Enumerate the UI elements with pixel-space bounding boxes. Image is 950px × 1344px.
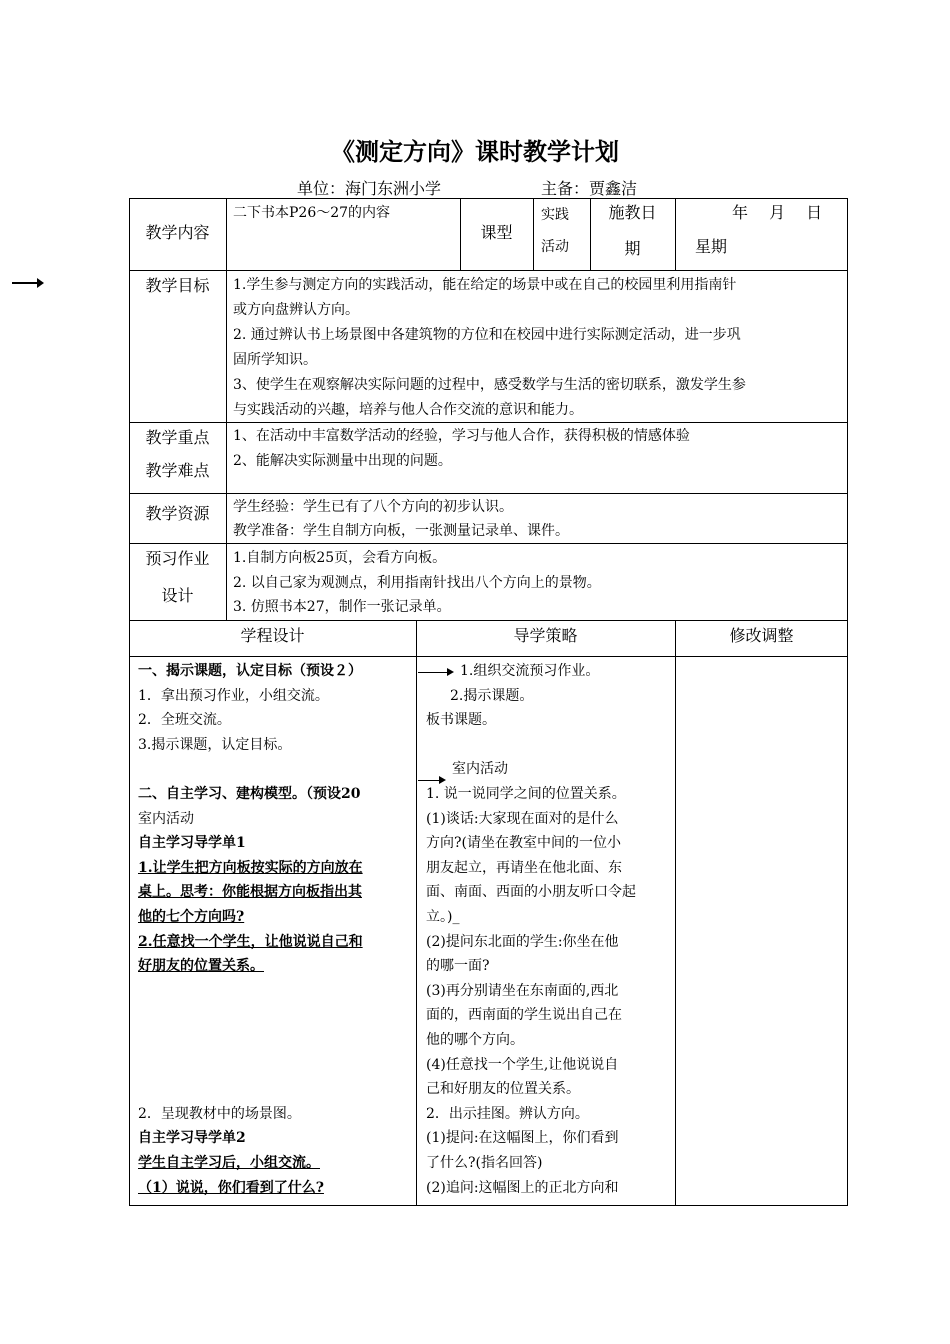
process-line: 一、揭示课题，认定目标（预设２） xyxy=(138,663,362,679)
homework-label-2: 设计 xyxy=(161,586,194,605)
objective-line: 2. 通过辨认书上场景图中各建筑物的方位和在校园中进行实际测定活动，进一步巩 xyxy=(233,327,741,343)
process-line: 3.揭示课题，认定目标。 xyxy=(138,736,292,753)
strategy-line: 了什么?(指名回答) xyxy=(426,1155,543,1171)
content-label: 教学内容 xyxy=(145,223,210,242)
header-strategy: 导学策略 xyxy=(513,626,578,645)
strategy-line: 2．出示挂图。辨认方向。 xyxy=(426,1105,589,1122)
header-process: 学程设计 xyxy=(240,626,305,645)
homework-label: 预习作业 xyxy=(145,549,210,568)
margin-arrow-icon xyxy=(12,282,42,284)
strategy-line: 1. 说一说同学之间的位置关系。 xyxy=(426,786,626,802)
process-line: （1）说说，你们看到了什么? xyxy=(138,1179,324,1196)
arrow-icon xyxy=(418,780,444,781)
strategy-line: 室内活动 xyxy=(452,761,508,778)
strategy-line: 的哪一面? xyxy=(426,958,490,975)
process-line: 2．全班交流。 xyxy=(138,712,231,729)
arrow-icon xyxy=(418,672,452,673)
objective-line: 与实践活动的兴趣，培养与他人合作交流的意识和能力。 xyxy=(233,402,583,418)
strategy-line: 2.揭示课题。 xyxy=(450,687,534,704)
strategy-line: 立。)_ xyxy=(426,909,460,925)
keypoints-label: 教学重点 xyxy=(145,428,210,447)
strategy-line: (3)再分别请坐在东南面的,西北 xyxy=(426,982,619,999)
page-title: 《测定方向》课时教学计划 xyxy=(331,138,619,166)
resource-line: 教学准备：学生自制方向板，一张测量记录单、课件。 xyxy=(233,523,569,539)
preparer-label: 主备：贾鑫洁 xyxy=(541,179,638,198)
process-line: 好朋友的位置关系。 xyxy=(138,958,264,975)
process-line: 1.让学生把方向板按实际的方向放在 xyxy=(138,859,363,876)
date-value: 年 月 日 xyxy=(732,203,823,222)
strategy-line: 方向?(请坐在教室中间的一位小 xyxy=(426,835,621,852)
header-adjust: 修改调整 xyxy=(729,626,794,645)
strategy-line: 1.组织交流预习作业。 xyxy=(460,663,600,679)
objective-line: 1.学生参与测定方向的实践活动，能在给定的场景中或在自己的校园里利用指南针 xyxy=(233,277,737,293)
strategy-line: (2)追问:这幅图上的正北方向和 xyxy=(426,1179,619,1196)
difficulties-label: 教学难点 xyxy=(145,461,210,480)
process-line: 2．呈现教材中的场景图。 xyxy=(138,1105,301,1122)
process-line: 1．拿出预习作业，小组交流。 xyxy=(138,687,329,704)
weekday-value: 星期 xyxy=(695,237,728,256)
unit-label: 单位：海门东洲小学 xyxy=(297,179,442,198)
process-line: 他的七个方向吗? xyxy=(138,909,245,925)
homework-line: 1.自制方向板25页，会看方向板。 xyxy=(233,550,447,566)
keypoint-line: 2、能解决实际测量中出现的问题。 xyxy=(233,453,452,469)
keypoint-line: 1、在活动中丰富数学活动的经验，学习与他人合作，获得积极的情感体验 xyxy=(233,428,690,444)
strategy-line: (1)谈话:大家现在面对的是什么 xyxy=(426,810,619,827)
date-label-1: 施教日 xyxy=(608,203,657,222)
type-label: 课型 xyxy=(480,223,513,242)
homework-line: 2. 以自己家为观测点，利用指南针找出八个方向上的景物。 xyxy=(233,575,601,591)
homework-line: 3. 仿照书本27，制作一张记录单。 xyxy=(233,599,451,615)
type-value-1: 实践 xyxy=(541,207,569,223)
strategy-line: 己和好朋友的位置关系。 xyxy=(426,1081,580,1098)
objectives-label: 教学目标 xyxy=(145,276,210,295)
date-label-2: 期 xyxy=(624,239,641,258)
strategy-line: (1)提问:在这幅图上，你们看到 xyxy=(426,1130,619,1147)
strategy-line: (4)任意找一个学生,让他说说自 xyxy=(426,1056,619,1073)
type-value-2: 活动 xyxy=(541,239,569,255)
resources-label: 教学资源 xyxy=(145,504,210,523)
strategy-line: 面、南面、西面的小朋友听口令起 xyxy=(426,884,636,901)
objective-line: 固所学知识。 xyxy=(233,352,317,368)
process-line: 2.任意找一个学生，让他说说自己和 xyxy=(138,933,363,950)
strategy-line: 他的哪个方向。 xyxy=(426,1032,524,1048)
strategy-line: 朋友起立，再请坐在他北面、东 xyxy=(426,859,622,876)
objective-line: 或方向盘辨认方向。 xyxy=(233,302,359,318)
strategy-line: 板书课题。 xyxy=(426,712,496,729)
strategy-line: (2)提问东北面的学生:你坐在他 xyxy=(426,933,619,950)
process-line: 桌上。思考：你能根据方向板指出其 xyxy=(138,884,362,901)
strategy-line: 面的，西南面的学生说出自己在 xyxy=(426,1007,622,1024)
process-line: 自主学习导学单2 xyxy=(138,1130,246,1147)
content-value: 二下书本P26～27的内容 xyxy=(233,205,391,221)
process-line: 学生自主学习后，小组交流。 xyxy=(138,1155,320,1171)
process-line: 自主学习导学单1 xyxy=(138,835,246,852)
process-line: 室内活动 xyxy=(138,810,194,827)
objective-line: 3、使学生在观察解决实际问题的过程中，感受数学与生活的密切联系，激发学生参 xyxy=(233,377,746,393)
process-line: 二、自主学习、建构模型。（预设20 xyxy=(138,786,361,802)
resource-line: 学生经验：学生已有了八个方向的初步认识。 xyxy=(233,499,513,515)
